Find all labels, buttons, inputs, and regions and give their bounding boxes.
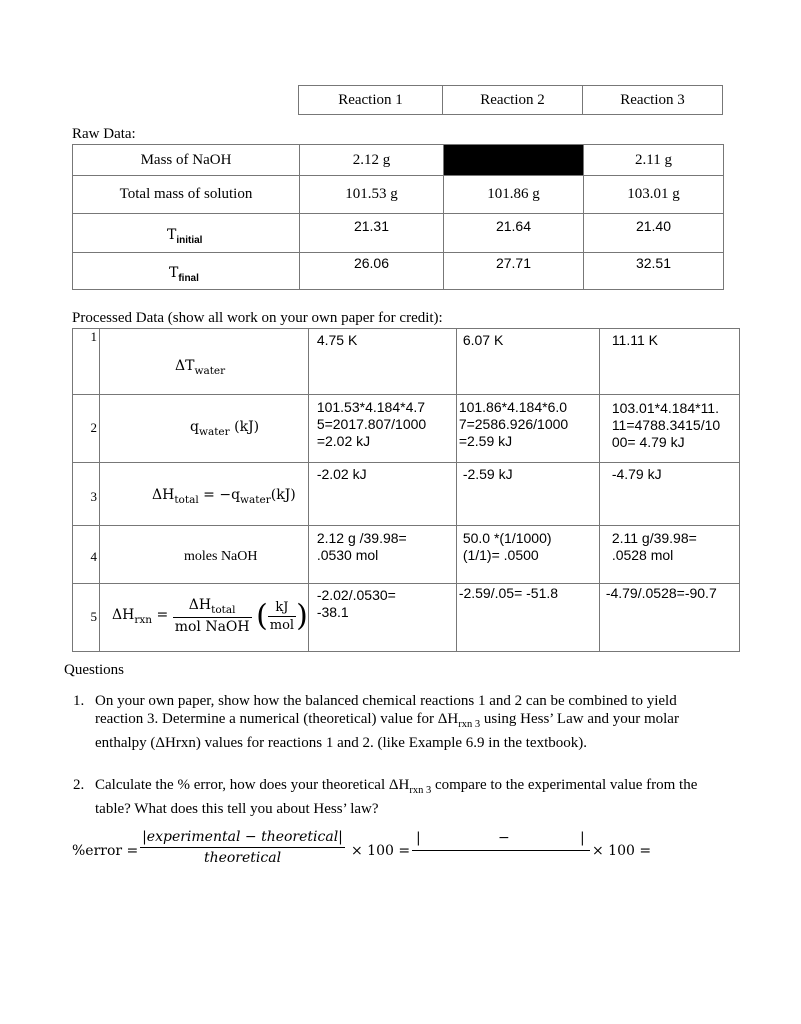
table-row — [73, 214, 724, 253]
row-label-mass-naoh: Mass of NaOH — [73, 145, 300, 176]
redacted-cell — [444, 145, 584, 176]
raw-data-table — [72, 144, 724, 290]
cell-t-final-r3: 32.51 — [584, 253, 724, 290]
answer-fraction-line: | − | — [412, 830, 590, 851]
cell-mass-r1: 2.12 g — [300, 145, 444, 176]
table-row — [73, 176, 724, 214]
cell-q-r3: 103.01*4.184*11. 11=4788.3415/10 00= 4.79 kJ — [599, 395, 739, 463]
row-label-q-water: $q_{water}$ (kJ) — [100, 395, 309, 463]
row-number: 3 — [73, 463, 100, 526]
processed-data-label: Processed Data (show all work on your own paper for credit): — [72, 310, 443, 326]
row-number: 2 — [73, 395, 100, 463]
row-label-total-mass: Total mass of solution — [73, 176, 300, 214]
question-2: 2. Calculate the % error, how does your theoretical $\Delta H_{rxn 3}$ compare to the experimental value from the table? What does this tell you about Hess’ law? — [73, 777, 698, 817]
row-label-delta-h-total: $\Delta H_{total} = -q_{water}(kJ)$ — [100, 463, 309, 526]
cell-dh-rxn-r1: -2.02/.0530= -38.1 — [308, 584, 456, 652]
cell-total-mass-r1: 101.53 g — [300, 176, 444, 214]
cell-dt-r1: 4.75 K — [308, 329, 456, 395]
table-row — [73, 329, 740, 395]
cell-dh-total-r3: -4.79 kJ — [599, 463, 739, 526]
cell-total-mass-r3: 103.01 g — [584, 176, 724, 214]
cell-t-initial-r1: 21.31 — [300, 214, 444, 253]
times-100-label: × 100 = — [351, 843, 411, 859]
table-row — [73, 253, 724, 290]
percent-error-fraction: |experimental − theoretical| theoretical — [140, 829, 345, 866]
percent-error-label: %error = — [72, 843, 139, 859]
delta-h-rxn-fraction: $\frac{\Delta H_{total}}{\text{mol NaOH}}$ — [174, 597, 250, 635]
cell-q-r1: 101.53*4.184*4.7 5=2017.807/1000 =2.02 kJ — [308, 395, 456, 463]
cell-moles-r1: 2.12 g /39.98= .0530 mol — [308, 526, 456, 584]
row-label-moles-naoh: moles NaOH — [100, 526, 309, 584]
header-reaction-2: Reaction 2 — [443, 86, 583, 115]
cell-dh-rxn-r2: -2.59/.05= -51.8 — [456, 584, 599, 652]
row-number: 5 — [73, 584, 100, 652]
cell-t-final-r2: 27.71 — [444, 253, 584, 290]
row-label-t-final: $T_{final}$ — [73, 253, 300, 290]
questions-heading: Questions — [64, 662, 124, 678]
table-row — [73, 395, 740, 463]
row-label-t-initial: $T_{initial}$ — [73, 214, 300, 253]
row-label-delta-h-rxn: $\Delta H_{rxn}$ = $\frac{\Delta H_{total}}{\text{mol NaOH}}$ ( $\frac{kJ}{\text{mol}}$ ) — [100, 584, 309, 652]
cell-t-final-r1: 26.06 — [300, 253, 444, 290]
header-reaction-1: Reaction 1 — [299, 86, 443, 115]
row-number: 1 — [73, 329, 100, 395]
row-number: 4 — [73, 526, 100, 584]
row-label-delta-t-water: $\Delta T_{water}$ — [100, 329, 309, 395]
cell-dh-total-r1: -2.02 kJ — [308, 463, 456, 526]
times-100-result: × 100 = — [592, 843, 652, 859]
table-row — [73, 526, 740, 584]
unit-fraction: $\frac{kJ}{\text{mol}}$ — [269, 599, 295, 633]
cell-moles-r2: 50.0 *(1/1000) (1/1)= .0500 — [456, 526, 599, 584]
table-row — [73, 145, 724, 176]
table-row — [73, 584, 740, 652]
cell-dt-r2: 6.07 K — [456, 329, 599, 395]
cell-dt-r3: 11.11 K — [599, 329, 739, 395]
cell-q-r2: 101.86*4.184*6.0 7=2586.926/1000 =2.59 kJ — [456, 395, 599, 463]
raw-data-label: Raw Data: — [72, 126, 136, 142]
reaction-header-table — [298, 85, 723, 115]
header-reaction-3: Reaction 3 — [583, 86, 723, 115]
cell-mass-r3: 2.11 g — [584, 145, 724, 176]
cell-t-initial-r3: 21.40 — [584, 214, 724, 253]
question-1: 1. On your own paper, show how the balanced chemical reactions 1 and 2 can be combined to yield reaction 3. Determine a numerical (theoretical) value for $\Delta H_{rxn 3}$ using Hess’ Law and your molar enthalpy (ΔHrxn) values for reactions 1 and 2. (like Example 6.9 in the textbook). — [73, 693, 679, 751]
cell-total-mass-r2: 101.86 g — [444, 176, 584, 214]
processed-data-table — [72, 328, 740, 652]
cell-t-initial-r2: 21.64 — [444, 214, 584, 253]
table-row — [73, 463, 740, 526]
cell-moles-r3: 2.11 g/39.98= .0528 mol — [599, 526, 739, 584]
cell-dh-total-r2: -2.59 kJ — [456, 463, 599, 526]
cell-dh-rxn-r3: -4.79/.0528=-90.7 — [599, 584, 739, 652]
